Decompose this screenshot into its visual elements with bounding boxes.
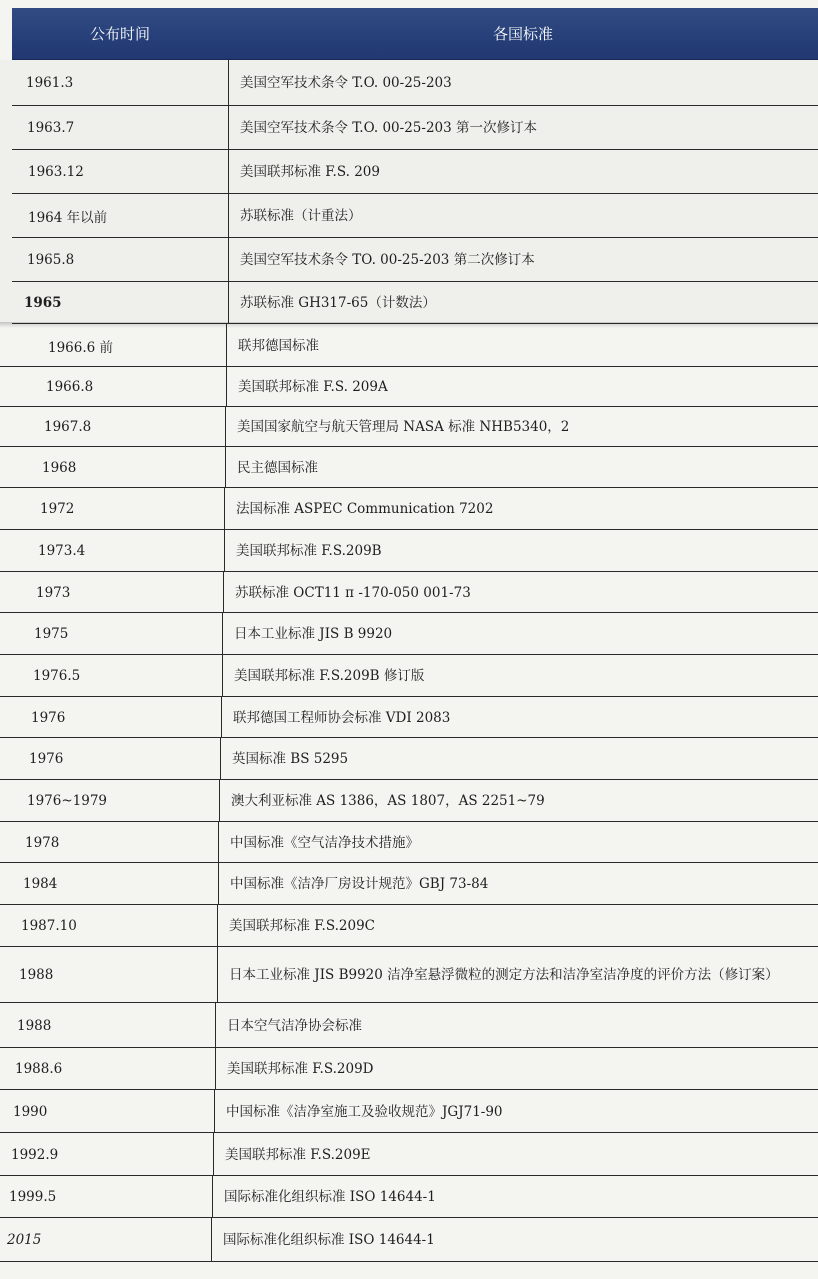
- cell-publish-time: 1978: [25, 834, 60, 851]
- column-divider: [228, 106, 229, 150]
- cell-publish-time: 2015: [7, 1232, 42, 1248]
- cell-publish-time: 1976.5: [33, 668, 81, 684]
- table-row: [0, 1176, 818, 1218]
- column-divider: [228, 194, 229, 238]
- header-national-standards: 各国标准: [492, 25, 553, 43]
- cell-standard: 美国联邦标准 F.S.209B: [236, 543, 382, 559]
- cell-publish-time: 1976~1979: [27, 793, 108, 809]
- column-divider: [219, 780, 220, 822]
- table-row: [0, 947, 818, 1003]
- cell-publish-time: 1976: [31, 709, 66, 726]
- column-divider: [226, 324, 227, 367]
- cell-publish-time: 1963.7: [27, 120, 75, 136]
- cell-publish-time: 1988: [17, 1017, 52, 1034]
- table-row: [0, 367, 818, 407]
- cell-standard: 美国联邦标准 F.S.209D: [227, 1061, 374, 1077]
- cell-publish-time: 1999.5: [9, 1189, 57, 1205]
- table-row: [0, 407, 818, 447]
- table-row: [0, 738, 818, 780]
- cell-standard: 美国空军技术条令 TO. 00-25-203 第二次修订本: [240, 252, 535, 268]
- column-divider: [225, 407, 226, 447]
- table-row: [0, 780, 818, 822]
- table-row: [0, 572, 818, 613]
- cell-standard: 美国联邦标准 F.S. 209A: [238, 379, 388, 395]
- cell-standard: 苏联标准 GH317-65（计数法）: [240, 295, 436, 311]
- table-row: [0, 1133, 818, 1176]
- cell-publish-time: 1988: [19, 967, 54, 983]
- cell-publish-time: 1973.4: [38, 543, 86, 559]
- column-divider: [214, 1090, 215, 1133]
- cell-publish-time: 1968: [42, 459, 77, 476]
- cell-publish-time: 1967.8: [44, 419, 92, 435]
- cell-standard: 日本空气洁净协会标准: [227, 1017, 362, 1034]
- column-divider: [215, 1003, 216, 1048]
- row-divider: [0, 1261, 818, 1262]
- cell-standard: 中国标准《空气洁净技术措施》: [230, 834, 419, 851]
- column-divider: [222, 613, 223, 655]
- cell-standard: 民主德国标准: [237, 459, 318, 476]
- column-divider: [212, 1176, 213, 1218]
- table-row: [0, 238, 818, 282]
- cell-standard: 美国联邦标准 F.S.209E: [225, 1146, 371, 1163]
- cell-publish-time: 1965: [24, 295, 62, 311]
- table-row: [0, 1090, 818, 1133]
- column-divider: [228, 150, 229, 194]
- cell-publish-time: 1963.12: [28, 164, 84, 180]
- cell-standard: 美国联邦标准 F.S. 209: [240, 164, 380, 180]
- column-divider: [223, 572, 224, 613]
- table-row: [0, 613, 818, 655]
- table-row: [0, 447, 818, 488]
- table-row: [0, 905, 818, 947]
- column-divider: [228, 238, 229, 282]
- cell-publish-time: 1966.6 前: [48, 339, 114, 356]
- table-row: [0, 194, 818, 238]
- cell-publish-time: 1987.10: [21, 918, 77, 934]
- table-row: [0, 1218, 818, 1262]
- column-divider: [211, 1218, 212, 1262]
- table-row: [0, 488, 818, 530]
- column-divider: [224, 530, 225, 572]
- cell-standard: 联邦德国工程师协会标准 VDI 2083: [233, 709, 451, 726]
- column-divider: [217, 947, 218, 1003]
- column-divider: [220, 738, 221, 780]
- column-divider: [218, 822, 219, 863]
- column-divider: [215, 1048, 216, 1090]
- cell-standard: 联邦德国标准: [238, 337, 319, 354]
- table-row: [0, 530, 818, 572]
- cell-standard: 国际标准化组织标准 ISO 14644-1: [223, 1232, 435, 1248]
- table-row: [0, 106, 818, 150]
- cell-publish-time: 1973: [36, 584, 71, 601]
- cell-standard: 国际标准化组织标准 ISO 14644-1: [224, 1189, 436, 1205]
- table-row: [0, 324, 818, 367]
- column-divider: [224, 488, 225, 530]
- cell-publish-time: 1990: [13, 1103, 48, 1120]
- column-divider: [221, 697, 222, 738]
- column-divider: [228, 282, 229, 324]
- cell-publish-time: 1965.8: [27, 252, 75, 268]
- table-row: [0, 863, 818, 905]
- cell-publish-time: 1972: [40, 501, 75, 517]
- cell-publish-time: 1976: [29, 751, 64, 767]
- column-divider: [226, 367, 227, 407]
- cell-standard: 苏联标准 OCT11 π -170-050 001-73: [235, 584, 471, 601]
- table-row: [0, 697, 818, 738]
- cell-standard: 美国联邦标准 F.S.209C: [229, 918, 376, 934]
- table-row: [0, 1048, 818, 1090]
- cell-publish-time: 1961.3: [26, 75, 74, 91]
- cell-publish-time: 1984: [23, 876, 58, 892]
- table-row: [0, 1003, 818, 1048]
- table-row: [0, 655, 818, 697]
- cell-standard: 中国标准《洁净厂房设计规范》GBJ 73-84: [230, 876, 489, 892]
- cell-standard: 美国国家航空与航天管理局 NASA 标准 NHB5340，2: [237, 419, 570, 435]
- cell-standard: 美国联邦标准 F.S.209B 修订版: [234, 668, 425, 684]
- table-row: [0, 822, 818, 863]
- cell-standard: 法国标准 ASPEC Communication 7202: [236, 501, 494, 517]
- table-row: [0, 150, 818, 194]
- cell-standard: 中国标准《洁净室施工及验收规范》JGJ71-90: [226, 1103, 503, 1120]
- cell-standard: 英国标准 BS 5295: [232, 751, 349, 767]
- cell-publish-time: 1988.6: [15, 1061, 63, 1077]
- column-divider: [217, 905, 218, 947]
- cell-publish-time: 1966.8: [46, 379, 94, 395]
- cell-publish-time: 1992.9: [11, 1146, 59, 1163]
- column-divider: [225, 447, 226, 488]
- column-divider: [218, 863, 219, 905]
- table-row: [0, 60, 818, 106]
- table-header: [12, 8, 818, 60]
- cell-standard: 日本工业标准 JIS B 9920: [234, 626, 393, 642]
- cell-publish-time: 1964 年以前: [28, 210, 108, 226]
- cell-standard: 苏联标准（计重法）: [240, 208, 362, 224]
- cell-standard: 日本工业标准 JIS B9920 洁净室悬浮微粒的测定方法和洁净室洁净度的评价方法（修订案）: [229, 967, 779, 983]
- column-divider: [222, 655, 223, 697]
- table-row: [0, 282, 818, 324]
- header-publish-time: 公布时间: [89, 25, 150, 43]
- cell-standard: 美国空军技术条令 T.O. 00-25-203: [240, 75, 452, 91]
- column-divider: [228, 60, 229, 106]
- column-divider: [213, 1133, 214, 1176]
- cell-standard: 美国空军技术条令 T.O. 00-25-203 第一次修订本: [240, 120, 537, 136]
- cell-standard: 澳大利亚标准 AS 1386，AS 1807，AS 2251~79: [231, 793, 545, 809]
- cell-publish-time: 1975: [34, 626, 69, 642]
